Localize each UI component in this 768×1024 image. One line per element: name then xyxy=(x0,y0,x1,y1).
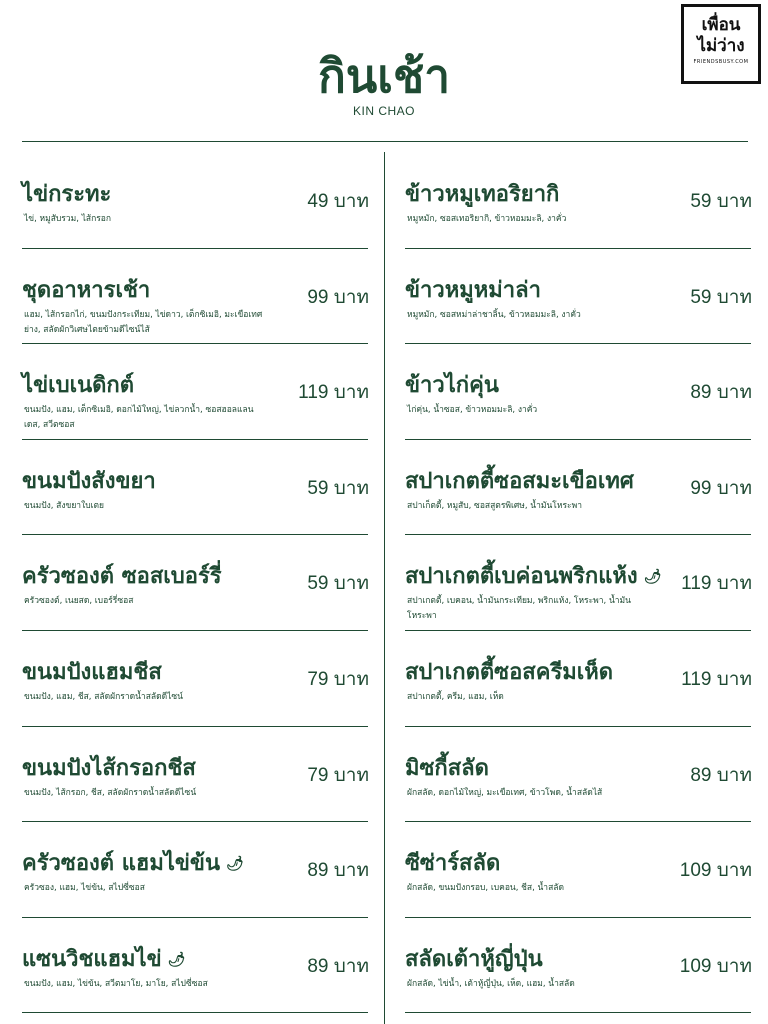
menu-item-price: 59 บาท xyxy=(307,477,369,499)
menu-item-divider xyxy=(22,917,368,918)
menu-item-price: 59 บาท xyxy=(690,191,752,212)
menu-item-divider xyxy=(22,343,368,344)
menu-item-description: หมูหมัก, ซอสเทอริยากิ, ข้าวหอมมะลิ, งาคั่ว xyxy=(407,214,567,224)
logo-line-1: เพื่อน xyxy=(701,15,741,35)
menu-item xyxy=(405,734,752,830)
menu-item-description: ไก่คุ่น, น้ำซอส, ข้าวหอมมะลิ, งาคั่ว xyxy=(407,405,538,416)
logo-url: FRIENDSBUSY.COM xyxy=(693,59,749,65)
menu-item xyxy=(22,925,369,1021)
menu-item-name: ข้าวหมูเทอริยากิ xyxy=(405,181,560,207)
menu-item-price: 89 บาท xyxy=(690,764,752,786)
menu-item-price: 59 บาท xyxy=(690,286,752,308)
menu-item xyxy=(22,829,369,925)
menu-item-divider xyxy=(22,439,368,440)
menu-item-price: 109 บาท xyxy=(679,955,752,977)
menu-item xyxy=(22,351,369,447)
menu-item-divider xyxy=(22,248,368,249)
menu-item-divider xyxy=(22,534,368,535)
menu-item-price: 59 บาท xyxy=(307,573,369,595)
menu-item-description: ผักสลัด, ไข่น้ำ, เต้าหู้ญี่ปุ่น, เห็ด, แฮม, น้ำสลัด xyxy=(407,978,575,989)
menu-column-right xyxy=(405,160,752,1020)
menu-item-price: 89 บาท xyxy=(690,382,752,404)
menu-item xyxy=(22,542,369,638)
menu-item-name: ข้าวหมูหม่าล่า xyxy=(405,276,541,303)
menu-item-name: สปาเกตตี้ซอสมะเขือเทศ xyxy=(405,467,634,494)
menu-item-description: ผักสลัด, ขนมปังกรอบ, เบคอน, ชีส, น้ำสลัด xyxy=(407,883,565,894)
menu-item xyxy=(405,638,752,734)
menu-item-divider xyxy=(405,917,751,918)
menu-item xyxy=(22,256,369,352)
menu-item-name: ขนมปังแฮมชีส xyxy=(22,658,162,685)
menu-item-divider xyxy=(405,726,751,727)
menu-column-left xyxy=(22,160,369,1020)
menu-item-divider xyxy=(405,534,751,535)
menu-item-description: สปาเกตตี้, เบคอน, น้ำมันกระเทียม, พริกแห้ง, โหระพา, น้ำมันโหระพา xyxy=(407,596,631,622)
menu-item-name-text: ครัวซองต์ แฮมไข่ข้น xyxy=(22,850,221,877)
menu-item-price: 49 บาท xyxy=(307,191,369,212)
menu-item-divider xyxy=(22,821,368,822)
menu-item xyxy=(405,160,752,256)
menu-item-divider xyxy=(22,630,368,631)
menu-item-price: 119 บาท xyxy=(681,573,752,595)
menu-item-name: สลัดเต้าหู้ญี่ปุ่น xyxy=(405,945,543,972)
menu-item-name: ครัวซองต์ ซอสเบอร์รี่ xyxy=(22,563,222,590)
menu-item-name xyxy=(22,845,244,880)
column-divider xyxy=(384,152,385,1024)
page-title: กินเช้า xyxy=(317,49,451,103)
menu-item-divider xyxy=(405,439,751,440)
menu-item-description: ไข่, หมูสับรวม, ไส้กรอก xyxy=(24,214,112,224)
menu-item-description: ขนมปัง, ไส้กรอก, ชีส, สลัดผักราดน้ำสลัดดีไซน์ xyxy=(24,787,197,798)
menu-item-description: ครัวซอง, แฮม, ไข่ข้น, สไปซี่ซอส xyxy=(24,883,145,894)
menu-item-price: 79 บาท xyxy=(307,764,369,786)
menu-item-price: 119 บาท xyxy=(681,668,752,690)
menu-item-divider xyxy=(22,1012,368,1013)
menu-item-name-text: แซนวิชแฮมไข่ xyxy=(22,945,162,972)
menu-item-name xyxy=(22,941,185,976)
menu-item-price: 99 บาท xyxy=(307,286,369,308)
menu-item-name: ไข่เบเนดิกต์ xyxy=(22,372,135,399)
menu-item-description: ขนมปัง, แฮม, ชีส, สลัดผักราดน้ำสลัดดีไซน์ xyxy=(24,691,183,702)
menu-item-price: 119 บาท xyxy=(298,382,369,404)
menu-item-name: ขนมปังสังขยา xyxy=(22,467,156,494)
menu-item-name: มิซกี้สลัด xyxy=(405,754,489,781)
menu-item-description: ขนมปัง, แฮม, เต็กซิเมอิ, ดอกไม้ใหญ่, ไข่ลวกน้ำ, ซอสฮอลแลนเดส, สวีตซอส xyxy=(24,405,254,431)
menu-item-price: 99 บาท xyxy=(690,477,752,499)
menu-item xyxy=(22,160,369,256)
menu-item-divider xyxy=(405,248,751,249)
menu-item-name: ไข่กระทะ xyxy=(22,181,112,207)
menu-item xyxy=(405,542,752,638)
header-divider xyxy=(22,141,748,142)
chili-icon: 🌶 xyxy=(643,569,662,586)
chili-icon: 🌶 xyxy=(226,856,244,873)
menu-item-description: ผักสลัด, ดอกไม้ใหญ่, มะเขือเทศ, ข้าวโพด, น้ำสลัดไส้ xyxy=(407,787,603,798)
menu-item-name-text: สปาเกตตี้เบค่อนพริกแห้ง xyxy=(405,563,638,590)
menu-item-price: 79 บาท xyxy=(307,668,369,690)
menu-item-price: 89 บาท xyxy=(307,860,369,882)
menu-item-description: แฮม, ไส้กรอกไก่, ขนมปังกระเทียม, ไข่ดาว, เต็กซิเมอิ, มะเขือเทศย่าง, สลัดผักวิเศษไตยข้ามดีไซน์ไส้ xyxy=(24,309,263,335)
menu-item-description: ขนมปัง, สังขยาใบเตย xyxy=(24,500,105,511)
menu-item-name: ซีซ่าร์สลัด xyxy=(405,850,501,877)
menu-item-divider xyxy=(405,1012,751,1013)
menu-item-divider xyxy=(405,821,751,822)
menu-item xyxy=(405,925,752,1021)
chili-icon: 🌶 xyxy=(167,951,186,968)
menu-item xyxy=(22,447,369,543)
menu-item-price: 89 บาท xyxy=(307,955,369,977)
menu-item-divider xyxy=(405,343,751,344)
menu-item-description: หมูหมัก, ซอสหม่าล่าชาลิ้น, ข้าวหอมมะลิ, งาคั่ว xyxy=(407,309,581,320)
menu-item-name xyxy=(405,558,661,593)
menu-item xyxy=(405,256,752,352)
menu-item-name: ขนมปังไส้กรอกชีส xyxy=(22,754,196,781)
menu-item xyxy=(405,351,752,447)
menu-item-divider xyxy=(405,630,751,631)
logo-line-2: ไม่ว่าง xyxy=(697,36,745,56)
menu-item-name: สปาเกตตี้ซอสครีมเห็ด xyxy=(405,658,614,685)
page-subtitle: KIN CHAO xyxy=(352,104,415,118)
menu-item-description: สปาเกตตี้, ครีม, แฮม, เห็ด xyxy=(407,691,504,702)
menu-item-divider xyxy=(22,726,368,727)
menu-item-price: 109 บาท xyxy=(679,860,752,882)
menu-item xyxy=(22,734,369,830)
menu-item-name: ชุดอาหารเช้า xyxy=(22,276,151,303)
menu-item xyxy=(22,638,369,734)
menu-item-description: ครัวซองต์, เนยสด, เบอร์รี่ซอส xyxy=(24,596,134,607)
menu-item-description: ขนมปัง, แฮม, ไข่ข้น, สวีตมาโย, มาโย, สไปซี่ซอส xyxy=(24,978,208,989)
menu-item xyxy=(405,447,752,543)
menu-item xyxy=(405,829,752,925)
menu-item-name: ข้าวไก่คุ่น xyxy=(405,372,499,399)
menu-item-description: สปาเก็ตตี้, หมูสับ, ซอสสูตรพิเศษ, น้ำมันโหระพา xyxy=(407,500,582,511)
